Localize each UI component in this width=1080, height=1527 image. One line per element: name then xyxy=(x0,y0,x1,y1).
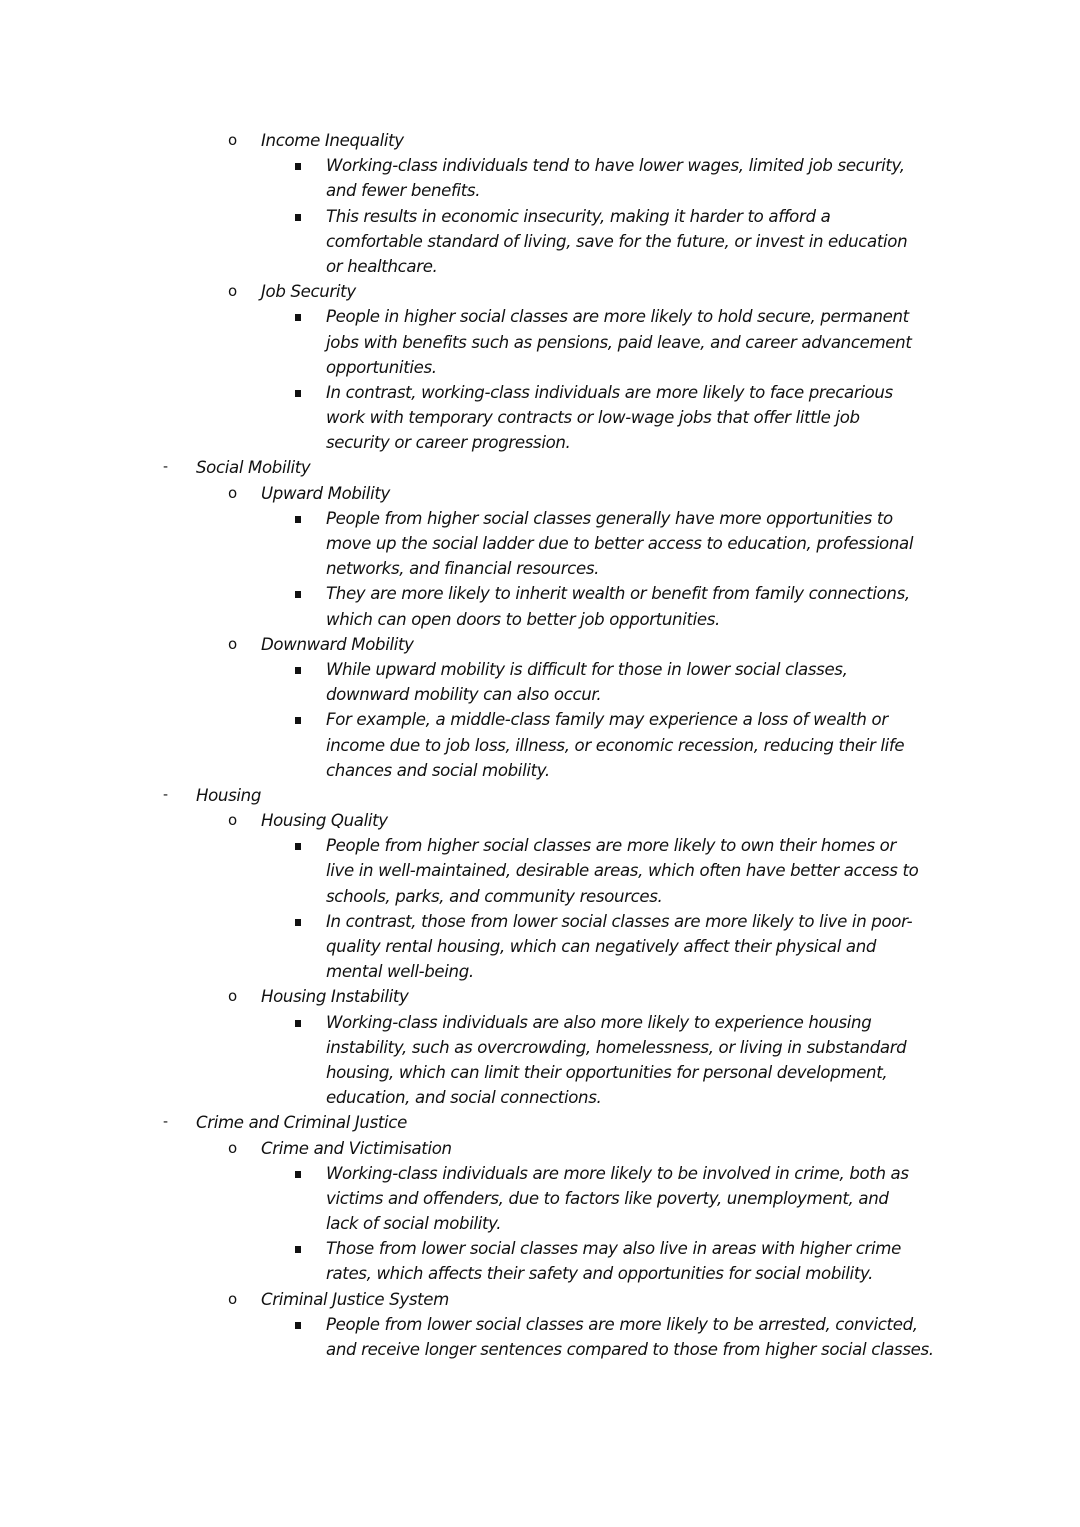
bullet-point-text: This results in economic insecurity, making it harder to afford a xyxy=(326,206,831,226)
subsection-title: Job Security xyxy=(261,282,356,302)
subsection-title: Criminal Justice System xyxy=(261,1289,449,1309)
circle-bullet-icon: o xyxy=(228,1138,237,1157)
square-bullet-icon xyxy=(295,390,301,397)
bullet-point-line xyxy=(0,1060,1080,1085)
bullet-point-text: While upward mobility is difficult for those in lower social classes, xyxy=(326,659,848,679)
bullet-point-line xyxy=(0,733,1080,758)
subsection-heading xyxy=(0,632,1080,657)
bullet-point-line xyxy=(0,657,1080,682)
bullet-point-text: In contrast, those from lower social classes are more likely to live in poor- xyxy=(326,911,913,931)
subsection-heading xyxy=(0,279,1080,304)
bullet-point-text: Working-class individuals are also more likely to experience housing xyxy=(326,1012,872,1032)
square-bullet-icon xyxy=(295,591,301,598)
bullet-point-text: education, and social connections. xyxy=(326,1088,602,1108)
square-bullet-icon xyxy=(295,516,301,523)
square-bullet-icon xyxy=(295,314,301,321)
bullet-point-text: chances and social mobility. xyxy=(326,760,550,780)
circle-bullet-icon: o xyxy=(228,987,237,1006)
bullet-point-line xyxy=(0,1035,1080,1060)
bullet-point-line xyxy=(0,1010,1080,1035)
bullet-point-line xyxy=(0,884,1080,909)
bullet-point-line xyxy=(0,153,1080,178)
bullet-point-line xyxy=(0,1236,1080,1261)
dash-bullet-icon: - xyxy=(163,786,168,803)
bullet-point-line xyxy=(0,330,1080,355)
circle-bullet-icon: o xyxy=(228,634,237,653)
circle-bullet-icon: o xyxy=(228,1289,237,1308)
bullet-point-line xyxy=(0,707,1080,732)
square-bullet-icon xyxy=(295,163,301,170)
subsection-title: Crime and Victimisation xyxy=(261,1138,452,1158)
bullet-point-line xyxy=(0,531,1080,556)
bullet-point-line xyxy=(0,833,1080,858)
bullet-point-line xyxy=(0,254,1080,279)
document-page xyxy=(0,128,1080,1362)
bullet-point-line xyxy=(0,1211,1080,1236)
bullet-point-text: and receive longer sentences compared to those from higher social classes. xyxy=(326,1340,934,1359)
bullet-point-line xyxy=(0,178,1080,203)
bullet-point-line xyxy=(0,204,1080,229)
square-bullet-icon xyxy=(295,214,301,221)
subsection-heading xyxy=(0,984,1080,1009)
dash-bullet-icon: - xyxy=(163,459,168,476)
bullet-point-line xyxy=(0,607,1080,632)
section-heading xyxy=(0,1110,1080,1135)
square-bullet-icon xyxy=(295,717,301,724)
bullet-point-line xyxy=(0,1186,1080,1211)
bullet-point-text: move up the social ladder due to better access to education, professional xyxy=(326,534,914,553)
subsection-title: Downward Mobility xyxy=(261,634,414,654)
bullet-point-text: instability, such as overcrowding, homelessness, or living in substandard xyxy=(326,1037,907,1057)
section-heading xyxy=(0,783,1080,808)
square-bullet-icon xyxy=(295,1171,301,1178)
bullet-point-text: jobs with benefits such as pensions, paid leave, and career advancement xyxy=(326,332,912,352)
bullet-point-text: downward mobility can also occur. xyxy=(326,685,602,705)
circle-bullet-icon: o xyxy=(228,811,237,830)
subsection-heading xyxy=(0,808,1080,833)
bullet-point-line xyxy=(0,1261,1080,1286)
bullet-point-line xyxy=(0,682,1080,707)
bullet-point-text: People from lower social classes are more likely to be arrested, convicted, xyxy=(326,1314,918,1334)
bullet-point-text: security or career progression. xyxy=(326,433,571,453)
circle-bullet-icon: o xyxy=(228,483,237,502)
section-title: Housing xyxy=(196,785,262,805)
section-title: Social Mobility xyxy=(196,458,311,478)
bullet-point-line xyxy=(0,1085,1080,1110)
bullet-point-text: People from higher social classes are more likely to own their homes or xyxy=(326,836,896,856)
section-heading xyxy=(0,455,1080,480)
bullet-point-line xyxy=(0,355,1080,380)
bullet-point-text: lack of social mobility. xyxy=(326,1214,502,1234)
bullet-point-text: or healthcare. xyxy=(326,256,438,276)
bullet-point-line xyxy=(0,581,1080,606)
square-bullet-icon xyxy=(295,667,301,674)
bullet-point-text: rates, which affects their safety and opportunities for social mobility. xyxy=(326,1264,874,1284)
subsection-heading xyxy=(0,481,1080,506)
bullet-point-text: Those from lower social classes may also live in areas with higher crime xyxy=(326,1239,901,1259)
bullet-point-text: Working-class individuals are more likely to be involved in crime, both as xyxy=(326,1163,909,1183)
bullet-point-text: In contrast, working-class individuals are more likely to face precarious xyxy=(326,382,893,402)
bullet-point-line xyxy=(0,1337,1080,1362)
subsection-heading xyxy=(0,1287,1080,1312)
circle-bullet-icon: o xyxy=(228,131,237,149)
square-bullet-icon xyxy=(295,919,301,926)
bullet-point-line xyxy=(0,430,1080,455)
bullet-point-text: which can open doors to better job opportunities. xyxy=(326,609,720,629)
bullet-point-text: income due to job loss, illness, or economic recession, reducing their life xyxy=(326,735,905,755)
bullet-point-text: People from higher social classes generally have more opportunities to xyxy=(326,508,893,528)
bullet-point-line xyxy=(0,858,1080,883)
square-bullet-icon xyxy=(295,1020,301,1027)
bullet-point-line xyxy=(0,556,1080,581)
subsection-title: Housing Quality xyxy=(261,811,388,831)
bullet-point-text: People in higher social classes are more likely to hold secure, permanent xyxy=(326,307,909,327)
bullet-point-text: quality rental housing, which can negatively affect their physical and xyxy=(326,937,877,956)
bullet-point-line xyxy=(0,934,1080,959)
bullet-point-line xyxy=(0,758,1080,783)
bullet-point-text: mental well-being. xyxy=(326,962,474,982)
bullet-point-text: and fewer benefits. xyxy=(326,181,481,201)
bullet-point-line xyxy=(0,405,1080,430)
bullet-point-line xyxy=(0,304,1080,329)
section-title: Crime and Criminal Justice xyxy=(196,1113,407,1133)
circle-bullet-icon: o xyxy=(228,282,237,301)
bullet-point-line xyxy=(0,380,1080,405)
bullet-point-text: victims and offenders, due to factors like poverty, unemployment, and xyxy=(326,1188,889,1208)
bullet-point-text: comfortable standard of living, save for the future, or invest in education xyxy=(326,231,908,251)
subsection-heading xyxy=(0,1136,1080,1161)
bullet-point-text: housing, which can limit their opportunities for personal development, xyxy=(326,1062,888,1082)
subsection-title: Income Inequality xyxy=(261,131,404,150)
dash-bullet-icon: - xyxy=(163,1114,168,1131)
bullet-point-text: Working-class individuals tend to have lower wages, limited job security, xyxy=(326,156,905,176)
subsection-title: Housing Instability xyxy=(261,987,409,1007)
bullet-point-text: networks, and financial resources. xyxy=(326,559,600,579)
bullet-point-line xyxy=(0,1161,1080,1186)
square-bullet-icon xyxy=(295,1322,301,1329)
subsection-heading xyxy=(0,128,1080,153)
bullet-point-line xyxy=(0,229,1080,254)
bullet-point-text: opportunities. xyxy=(326,357,437,377)
square-bullet-icon xyxy=(295,1246,301,1253)
bullet-point-line xyxy=(0,1312,1080,1337)
square-bullet-icon xyxy=(295,843,301,850)
bullet-point-text: For example, a middle-class family may experience a loss of wealth or xyxy=(326,710,888,730)
bullet-point-line xyxy=(0,959,1080,984)
bullet-point-line xyxy=(0,506,1080,531)
bullet-point-text: work with temporary contracts or low-wage jobs that offer little job xyxy=(326,408,860,428)
bullet-point-line xyxy=(0,909,1080,934)
bullet-point-text: They are more likely to inherit wealth or benefit from family connections, xyxy=(326,584,910,604)
subsection-title: Upward Mobility xyxy=(261,483,390,503)
bullet-point-text: live in well-maintained, desirable areas, which often have better access to xyxy=(326,861,919,881)
bullet-point-text: schools, parks, and community resources. xyxy=(326,886,663,906)
